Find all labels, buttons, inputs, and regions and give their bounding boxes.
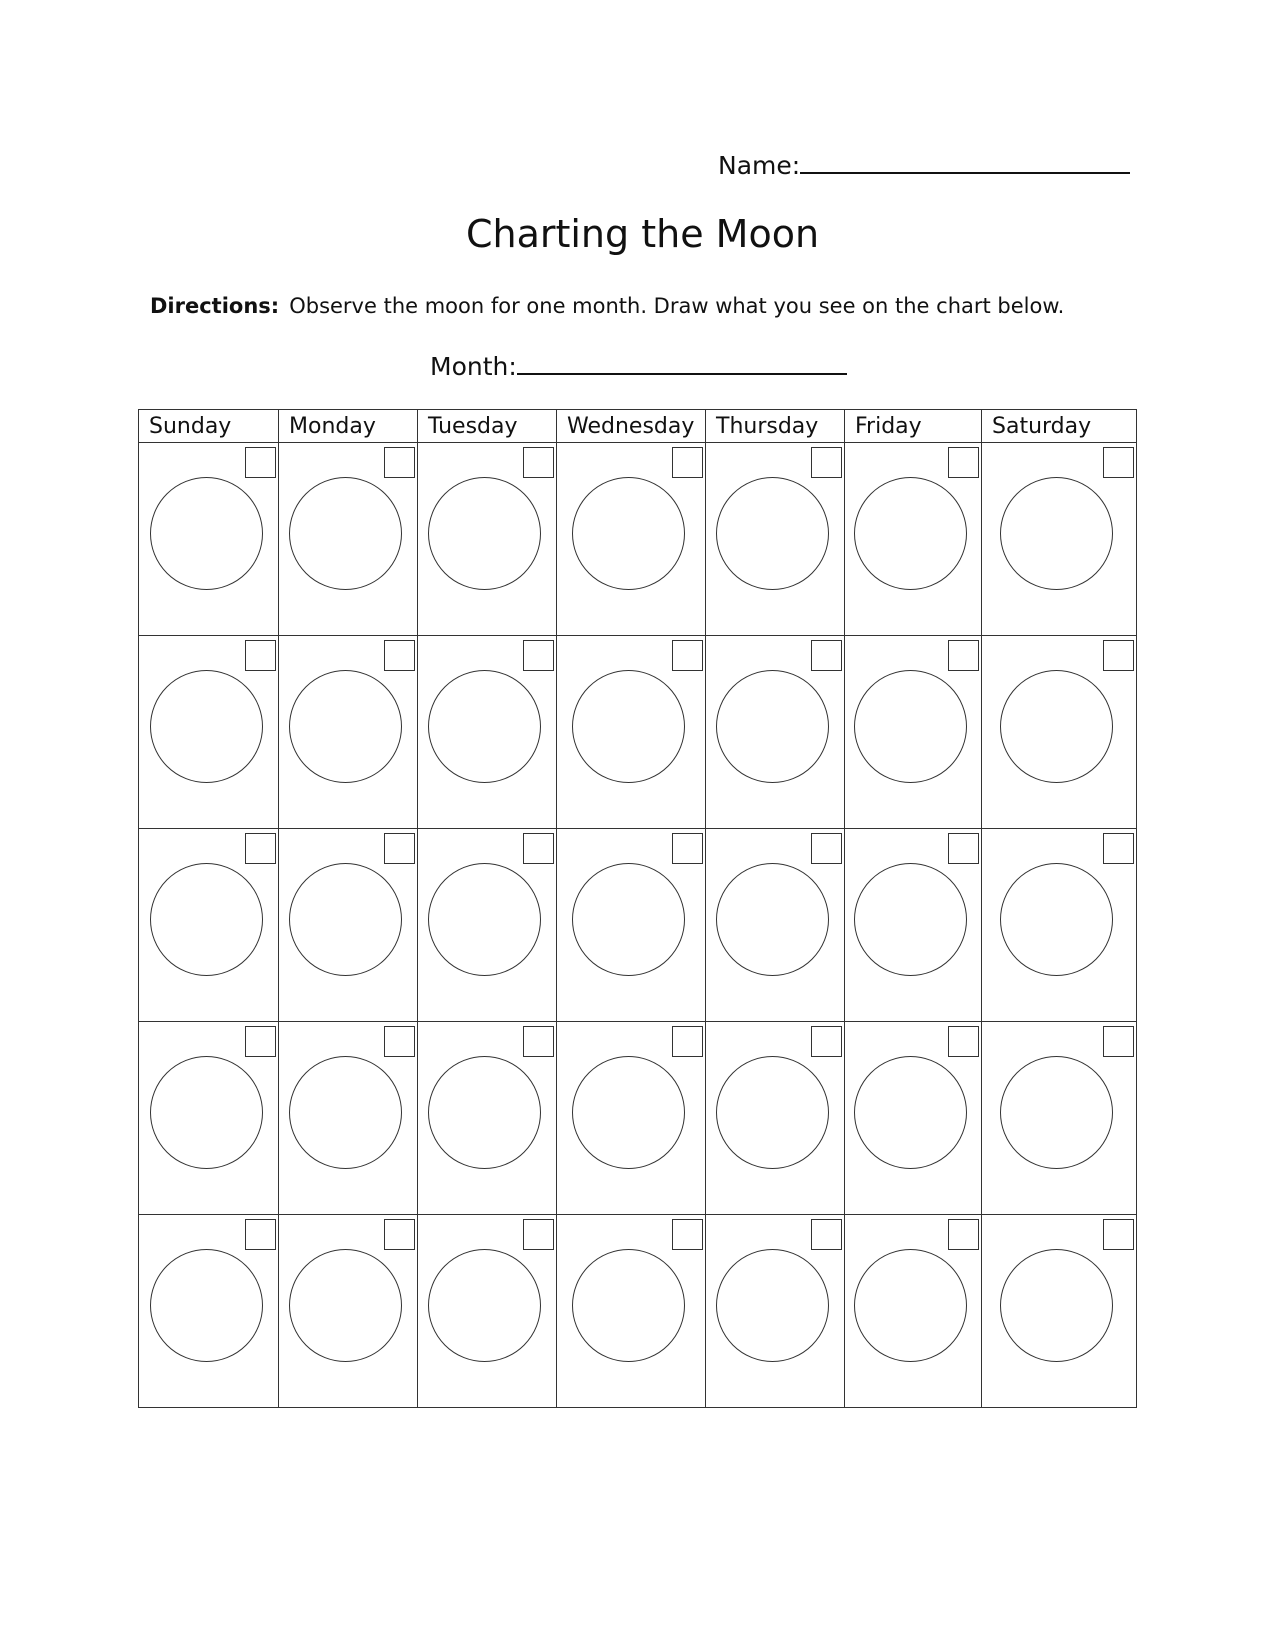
- day-cell-tuesday: [418, 829, 557, 1022]
- weekday-header-friday: Friday: [845, 410, 982, 443]
- day-cell-thursday: [706, 636, 845, 829]
- week-row: [139, 443, 1137, 636]
- weekday-header-saturday: Saturday: [982, 410, 1137, 443]
- date-box[interactable]: [811, 1219, 842, 1250]
- date-box[interactable]: [384, 833, 415, 864]
- week-row: [139, 1215, 1137, 1408]
- date-box[interactable]: [1103, 1026, 1134, 1057]
- date-box[interactable]: [672, 1219, 703, 1250]
- moon-drawing-circle[interactable]: [854, 1056, 967, 1169]
- moon-drawing-circle[interactable]: [572, 477, 685, 590]
- day-cell-tuesday: [418, 1215, 557, 1408]
- day-cell-wednesday: [557, 443, 706, 636]
- date-box[interactable]: [948, 1026, 979, 1057]
- day-cell-saturday: [982, 443, 1137, 636]
- moon-drawing-circle[interactable]: [716, 1249, 829, 1362]
- date-box[interactable]: [245, 447, 276, 478]
- day-cell-tuesday: [418, 636, 557, 829]
- moon-drawing-circle[interactable]: [572, 1249, 685, 1362]
- moon-calendar: [138, 409, 1137, 1408]
- date-box[interactable]: [948, 833, 979, 864]
- weekday-header-monday: Monday: [279, 410, 418, 443]
- moon-drawing-circle[interactable]: [572, 670, 685, 783]
- moon-drawing-circle[interactable]: [1000, 477, 1113, 590]
- moon-drawing-circle[interactable]: [428, 477, 541, 590]
- weekday-header-row: [139, 410, 1137, 443]
- date-box[interactable]: [1103, 1219, 1134, 1250]
- day-cell-friday: [845, 829, 982, 1022]
- moon-drawing-circle[interactable]: [1000, 863, 1113, 976]
- weekday-header-wednesday: Wednesday: [557, 410, 706, 443]
- date-box[interactable]: [245, 1026, 276, 1057]
- moon-drawing-circle[interactable]: [289, 670, 402, 783]
- date-box[interactable]: [672, 447, 703, 478]
- name-blank[interactable]: [800, 150, 1130, 174]
- day-cell-tuesday: [418, 443, 557, 636]
- day-cell-saturday: [982, 1215, 1137, 1408]
- day-cell-monday: [279, 829, 418, 1022]
- day-cell-wednesday: [557, 1215, 706, 1408]
- moon-drawing-circle[interactable]: [854, 477, 967, 590]
- day-cell-wednesday: [557, 1022, 706, 1215]
- date-box[interactable]: [384, 1026, 415, 1057]
- day-cell-monday: [279, 1022, 418, 1215]
- day-cell-wednesday: [557, 829, 706, 1022]
- moon-drawing-circle[interactable]: [289, 1056, 402, 1169]
- day-cell-saturday: [982, 1022, 1137, 1215]
- day-cell-thursday: [706, 1215, 845, 1408]
- day-cell-sunday: [139, 443, 279, 636]
- day-cell-tuesday: [418, 1022, 557, 1215]
- moon-drawing-circle[interactable]: [716, 863, 829, 976]
- day-cell-monday: [279, 636, 418, 829]
- date-box[interactable]: [523, 1026, 554, 1057]
- day-cell-saturday: [982, 636, 1137, 829]
- moon-drawing-circle[interactable]: [1000, 670, 1113, 783]
- moon-drawing-circle[interactable]: [150, 670, 263, 783]
- moon-drawing-circle[interactable]: [150, 863, 263, 976]
- moon-drawing-circle[interactable]: [289, 863, 402, 976]
- weekday-header-thursday: Thursday: [706, 410, 845, 443]
- day-cell-friday: [845, 1215, 982, 1408]
- moon-drawing-circle[interactable]: [150, 1056, 263, 1169]
- date-box[interactable]: [811, 833, 842, 864]
- date-box[interactable]: [672, 640, 703, 671]
- moon-drawing-circle[interactable]: [572, 863, 685, 976]
- week-row: [139, 1022, 1137, 1215]
- day-cell-sunday: [139, 636, 279, 829]
- date-box[interactable]: [948, 640, 979, 671]
- moon-drawing-circle[interactable]: [854, 863, 967, 976]
- date-box[interactable]: [245, 1219, 276, 1250]
- name-field[interactable]: [718, 150, 1130, 180]
- date-box[interactable]: [384, 640, 415, 671]
- day-cell-friday: [845, 443, 982, 636]
- moon-drawing-circle[interactable]: [716, 1056, 829, 1169]
- moon-drawing-circle[interactable]: [716, 477, 829, 590]
- day-cell-friday: [845, 1022, 982, 1215]
- moon-drawing-circle[interactable]: [289, 1249, 402, 1362]
- date-box[interactable]: [811, 447, 842, 478]
- day-cell-wednesday: [557, 636, 706, 829]
- directions-label: Directions:: [150, 294, 280, 318]
- day-cell-sunday: [139, 829, 279, 1022]
- week-row: [139, 829, 1137, 1022]
- day-cell-thursday: [706, 1022, 845, 1215]
- month-label: Month:: [430, 352, 517, 381]
- month-blank[interactable]: [517, 351, 847, 375]
- moon-drawing-circle[interactable]: [289, 477, 402, 590]
- date-box[interactable]: [948, 447, 979, 478]
- date-box[interactable]: [1103, 833, 1134, 864]
- day-cell-monday: [279, 443, 418, 636]
- moon-drawing-circle[interactable]: [428, 1249, 541, 1362]
- date-box[interactable]: [672, 1026, 703, 1057]
- moon-drawing-circle[interactable]: [1000, 1056, 1113, 1169]
- moon-drawing-circle[interactable]: [1000, 1249, 1113, 1362]
- day-cell-friday: [845, 636, 982, 829]
- day-cell-sunday: [139, 1022, 279, 1215]
- page-title: Charting the Moon: [465, 212, 820, 256]
- weekday-header-tuesday: Tuesday: [418, 410, 557, 443]
- date-box[interactable]: [948, 1219, 979, 1250]
- moon-drawing-circle[interactable]: [428, 670, 541, 783]
- day-cell-saturday: [982, 829, 1137, 1022]
- date-box[interactable]: [245, 640, 276, 671]
- day-cell-sunday: [139, 1215, 279, 1408]
- date-box[interactable]: [523, 447, 554, 478]
- month-field[interactable]: [430, 351, 847, 381]
- date-box[interactable]: [384, 447, 415, 478]
- date-box[interactable]: [523, 833, 554, 864]
- date-box[interactable]: [523, 640, 554, 671]
- date-box[interactable]: [811, 640, 842, 671]
- moon-drawing-circle[interactable]: [854, 1249, 967, 1362]
- date-box[interactable]: [1103, 640, 1134, 671]
- moon-drawing-circle[interactable]: [572, 1056, 685, 1169]
- date-box[interactable]: [523, 1219, 554, 1250]
- moon-drawing-circle[interactable]: [428, 1056, 541, 1169]
- calendar-body: [139, 443, 1137, 1408]
- week-row: [139, 636, 1137, 829]
- day-cell-monday: [279, 1215, 418, 1408]
- date-box[interactable]: [384, 1219, 415, 1250]
- date-box[interactable]: [672, 833, 703, 864]
- moon-drawing-circle[interactable]: [716, 670, 829, 783]
- day-cell-thursday: [706, 443, 845, 636]
- moon-drawing-circle[interactable]: [854, 670, 967, 783]
- moon-drawing-circle[interactable]: [428, 863, 541, 976]
- directions: [150, 294, 1064, 318]
- directions-text: Observe the moon for one month. Draw what you see on the chart below.: [289, 294, 1065, 318]
- name-label: Name:: [718, 151, 801, 180]
- day-cell-thursday: [706, 829, 845, 1022]
- date-box[interactable]: [811, 1026, 842, 1057]
- date-box[interactable]: [1103, 447, 1134, 478]
- weekday-header-sunday: Sunday: [139, 410, 279, 443]
- date-box[interactable]: [245, 833, 276, 864]
- moon-drawing-circle[interactable]: [150, 477, 263, 590]
- moon-drawing-circle[interactable]: [150, 1249, 263, 1362]
